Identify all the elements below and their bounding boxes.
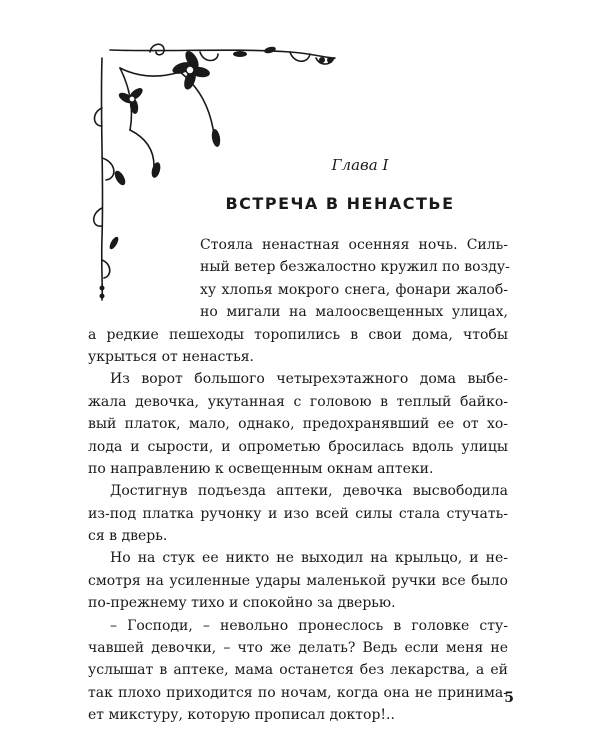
chapter-title: ВСТРЕЧА В НЕНАСТЬЕ bbox=[225, 194, 455, 213]
text-line: вый платок, мало, однако, предохранявший ее от хо- bbox=[88, 416, 508, 433]
text-line: – Господи, – невольно пронеслось в головке сту- bbox=[110, 617, 508, 634]
text-line: из-под платка ручонку и изо всей силы стала стучать- bbox=[88, 505, 508, 522]
text-line: так плохо приходится по ночам, когда она не принима- bbox=[88, 684, 508, 701]
text-line: смотря на усиленные удары маленькой ручки все было bbox=[88, 572, 508, 589]
text-line: укрыться от ненастья. bbox=[88, 348, 254, 365]
text-line: по-прежнему тихо и спокойно за дверью. bbox=[88, 595, 396, 612]
text-line: Стояла ненастная осенняя ночь. Силь- bbox=[200, 237, 508, 253]
text-line: но мигали на малоосвещенных улицах, bbox=[200, 304, 508, 321]
text-line: Из ворот большого четырехэтажного дома выбе- bbox=[110, 371, 508, 388]
text-line: Но на стук ее никто не выходил на крыльцо, и не- bbox=[110, 550, 508, 567]
page-number: 5 bbox=[504, 690, 514, 706]
text-line: жала девочка, укутанная с головою в теплый байко- bbox=[88, 393, 508, 410]
text-line: а редкие пешеходы торопились в свои дома, чтобы bbox=[88, 326, 508, 343]
text-line: ху хлопья мокрого снега, фонари жалоб- bbox=[200, 281, 508, 298]
chapter-label: Глава I bbox=[331, 156, 389, 174]
text-line: Достигнув подъезда аптеки, девочка высвободила bbox=[110, 483, 508, 500]
text-line: по направлению к освещенным окнам аптеки. bbox=[88, 460, 434, 477]
text-line: ся в дверь. bbox=[88, 528, 168, 545]
body-text bbox=[88, 234, 508, 727]
text-line: ный ветер безжалостно кружил по возду- bbox=[200, 259, 510, 276]
text-line: услышат в аптеке, мама останется без лекарства, а ей bbox=[88, 662, 508, 679]
text-line: лода и сырости, и опрометью бросилась вдоль улицы bbox=[88, 438, 508, 455]
text-line: ет микстуру, которую прописал доктор!.. bbox=[88, 707, 395, 724]
text-line: чавшей девочки, – что же делать? Ведь если меня не bbox=[88, 640, 508, 657]
